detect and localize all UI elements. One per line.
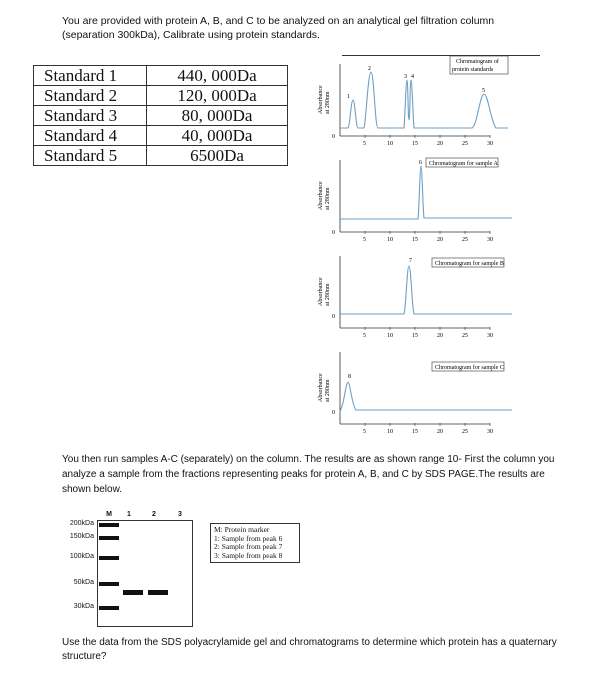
standard-mw: 120, 000Da [147, 86, 288, 106]
sample-b-trace [340, 266, 512, 314]
chart-label: Chromatogram for sample C [435, 365, 504, 371]
standard-name: Standard 4 [34, 126, 147, 146]
results-paragraph: You then run samples A-C (separately) on the column. The results are as shown range 10- First the column you analyze a sample from the fractions representing peaks for protein A, B, and C by SDS PAGE.The results are shown below. [62, 454, 555, 495]
x-tick-label: 5 [363, 141, 366, 147]
x-tick-label: 25 [462, 429, 468, 435]
table-row [34, 66, 288, 86]
chart-label: Chromatogram for sample B [435, 261, 504, 267]
gel-legend [210, 523, 300, 563]
sample-band-lane-1 [123, 590, 143, 595]
table-row [34, 146, 288, 166]
marker-band [99, 556, 119, 560]
marker-label: 30kDa [73, 603, 94, 610]
marker-band [99, 523, 119, 527]
marker-label: 200kDa [69, 520, 94, 527]
question-text: Use the data from the SDS polyacrylamide gel and chromatograms to determine which protein has a quaternary structure? [62, 637, 557, 662]
x-tick-label: 20 [437, 333, 443, 339]
x-ticks [365, 327, 490, 330]
axis-zero: 0 [332, 410, 335, 416]
legend-item: 2: Sample from peak 7 [214, 542, 283, 551]
axis-zero: 0 [332, 134, 335, 140]
x-tick-label: 15 [412, 237, 418, 243]
chart-label: Chromatogram of [456, 59, 499, 65]
x-tick-label: 30 [487, 237, 493, 243]
y-axis-label: Absorbance [318, 373, 324, 402]
x-tick-label: 10 [387, 429, 393, 435]
marker-label: 150kDa [69, 533, 94, 540]
marker-label: 50kDa [73, 579, 94, 586]
x-tick-label: 5 [363, 429, 366, 435]
x-tick-label: 20 [437, 429, 443, 435]
peak-label: 5 [482, 88, 485, 94]
y-axis-label: at 280nm [325, 187, 331, 210]
chromatogram-sample-c [312, 344, 542, 434]
y-axis-label: Absorbance [318, 85, 324, 114]
table-row [34, 86, 288, 106]
y-axis-label: at 280nm [325, 91, 331, 114]
marker-band [99, 536, 119, 540]
y-axis-label: at 280nm [325, 283, 331, 306]
sample-a-trace [340, 166, 512, 219]
legend-item: M: Protein marker [214, 525, 270, 534]
lane-label: 2 [152, 511, 156, 518]
lane-label: 1 [127, 511, 131, 518]
sample-c-trace [340, 382, 512, 412]
x-tick-label: 10 [387, 237, 393, 243]
chromatogram-standards [312, 56, 542, 146]
standard-mw: 40, 000Da [147, 126, 288, 146]
peak-label: 6 [419, 160, 422, 166]
x-ticks [365, 423, 490, 426]
y-axis-label: Absorbance [318, 277, 324, 306]
x-tick-label: 20 [437, 141, 443, 147]
x-tick-label: 30 [487, 429, 493, 435]
x-tick-label: 30 [487, 141, 493, 147]
standard-name: Standard 2 [34, 86, 147, 106]
marker-band [99, 582, 119, 586]
peak-label: 8 [348, 374, 351, 380]
table-row [34, 106, 288, 126]
legend-item: 1: Sample from peak 6 [214, 533, 283, 543]
marker-band [99, 606, 119, 610]
x-ticks [365, 231, 490, 234]
x-tick-label: 10 [387, 141, 393, 147]
peak-label: 1 [347, 94, 350, 100]
lane-label: M [106, 511, 112, 518]
standards-trace [340, 72, 508, 128]
peak-label: 2 [368, 66, 371, 72]
sample-band-lane-2 [148, 590, 168, 595]
axis-zero: 0 [332, 314, 335, 320]
x-tick-label: 15 [412, 429, 418, 435]
x-tick-label: 30 [487, 333, 493, 339]
standard-mw: 6500Da [147, 146, 288, 166]
intro-text: You are provided with protein A, B, and C to be analyzed on an analytical gel filtration column (separation 300kDa), Calibrate using protein standards. [62, 15, 495, 41]
x-tick-label: 15 [412, 333, 418, 339]
table-row [34, 126, 288, 146]
peak-label: 3 [404, 74, 407, 80]
standard-mw: 440, 000Da [147, 66, 288, 86]
chart-label: protein standards [452, 67, 494, 73]
x-tick-label: 5 [363, 333, 366, 339]
peak-label: 4 [411, 74, 414, 80]
axis-zero: 0 [332, 230, 335, 236]
chart-label: Chromatogram for sample A [429, 161, 498, 167]
x-tick-label: 15 [412, 141, 418, 147]
peak-label: 7 [409, 258, 412, 264]
x-tick-label: 25 [462, 141, 468, 147]
marker-label: 100kDa [69, 553, 94, 560]
x-tick-label: 5 [363, 237, 366, 243]
standards-table [33, 65, 288, 166]
chromatogram-sample-a [312, 152, 542, 242]
chromatogram-sample-b [312, 248, 542, 338]
x-ticks [365, 135, 490, 138]
y-axis-label: at 280nm [325, 379, 331, 402]
y-axis-label: Absorbance [318, 181, 324, 210]
standard-name: Standard 3 [34, 106, 147, 126]
x-tick-label: 20 [437, 237, 443, 243]
standard-name: Standard 1 [34, 66, 147, 86]
legend-item: 3: Sample from peak 8 [214, 550, 283, 560]
standard-name: Standard 5 [34, 146, 147, 166]
x-tick-label: 25 [462, 237, 468, 243]
standard-mw: 80, 000Da [147, 106, 288, 126]
x-tick-label: 25 [462, 333, 468, 339]
x-tick-label: 10 [387, 333, 393, 339]
lane-label: 3 [178, 511, 182, 518]
